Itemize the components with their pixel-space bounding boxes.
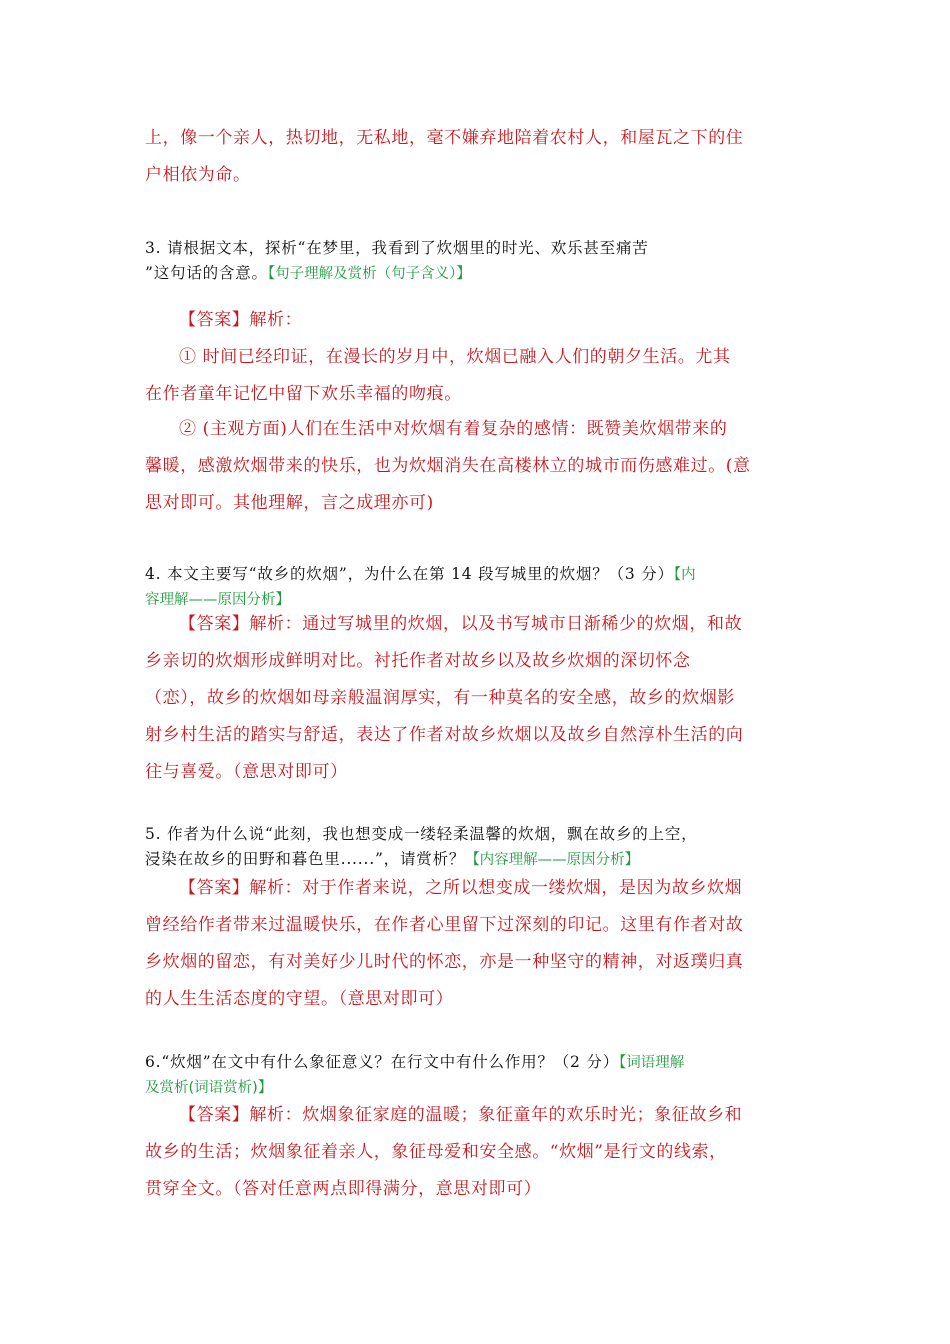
question-6-text: 6.“炊烟”在文中有什么象征意义？在行文中有什么作用？（2 分） <box>145 1053 620 1071</box>
question-4-tag-start: 【内 <box>673 567 696 583</box>
answer-6-line-3: 贯穿全文。（答对任意两点即得满分，意思对即可） <box>145 1179 542 1199</box>
question-5-tag: 【内容理解——原因分析】 <box>465 852 640 868</box>
answer-4-line-2: 乡亲切的炊烟形成鲜明对比。衬托作者对故乡以及故乡炊烟的深切怀念 <box>145 651 691 671</box>
question-6-tag-end: 及赏析(词语赏析)】 <box>145 1080 273 1096</box>
answer-3-point-1 <box>145 339 810 413</box>
answer-4-line-1: 【答案】解析：通过写城里的炊烟，以及书写城市日渐稀少的炊烟，和故 <box>179 614 743 634</box>
answer-4-line-5: 往与喜爱。（意思对即可） <box>145 762 348 782</box>
answer-3-label <box>145 302 810 339</box>
answer-5 <box>145 870 810 1018</box>
question-3-line-1: 3. 请根据文本，探析“在梦里，我看到了炊烟里的时光、欢乐甚至痛苦 <box>145 239 649 257</box>
answer-4 <box>145 606 810 791</box>
answer-3-point-2 <box>145 411 810 522</box>
question-3 <box>145 236 810 287</box>
answer-3-point-1-line-2: 在作者童年记忆中留下欢乐幸福的吻痕。 <box>145 384 462 404</box>
answer-6 <box>145 1097 810 1208</box>
answer-3-point-2-line-3: 思对即可。其他理解，言之成理亦可) <box>145 493 434 513</box>
question-3-line-2 <box>145 261 810 287</box>
answer-5-line-1: 【答案】解析：对于作者来说，之所以想变成一缕炊烟，是因为故乡炊烟 <box>179 878 743 898</box>
question-4-text: 4. 本文主要写“故乡的炊烟”，为什么在第 14 段写城里的炊烟？（3 分） <box>145 565 674 583</box>
question-5 <box>145 822 810 873</box>
intro-paragraph <box>145 120 810 194</box>
answer-5-line-3: 乡炊烟的留恋，有对美好少儿时代的怀恋，亦是一种坚守的精神，对返璞归真 <box>145 952 744 972</box>
answer-5-line-2: 曾经给作者带来过温暖快乐，在作者心里留下过深刻的印记。这里有作者对故 <box>145 915 744 935</box>
question-5-text: 浸染在故乡的田野和暮色里......”，请赏析？ <box>145 850 466 868</box>
question-6-line-1 <box>145 1050 810 1076</box>
question-6-tag-start: 【词语理解 <box>619 1055 685 1071</box>
intro-line-1: 上，像一个亲人，热切地，无私地，毫不嫌弃地陪着农村人，和屋瓦之下的住 <box>145 128 744 148</box>
answer-3-label-text: 【答案】解析： <box>179 310 303 330</box>
question-6 <box>145 1050 810 1101</box>
answer-6-line-2: 故乡的生活；炊烟象征着亲人，象征母爱和安全感。“炊烟”是行文的线索， <box>145 1142 727 1162</box>
question-5-line-1: 5. 作者为什么说“此刻，我也想变成一缕轻柔温馨的炊烟，飘在故乡的上空， <box>145 825 698 843</box>
intro-line-2: 户相依为命。 <box>145 165 251 185</box>
answer-3-point-2-line-1: ② (主观方面)人们在生活中对炊烟有着复杂的感情：既赞美炊烟带来的 <box>179 419 728 439</box>
answer-4-line-4: 射乡村生活的踏实与舒适，表达了作者对故乡炊烟以及故乡自然淳朴生活的向 <box>145 725 744 745</box>
question-3-text: ”这句话的含意。 <box>145 264 268 282</box>
answer-3-point-2-line-2: 馨暖，感激炊烟带来的快乐，也为炊烟消失在高楼林立的城市而伤感难过。(意 <box>145 456 751 476</box>
question-3-tag: 【句子理解及赏析（句子含义）】 <box>267 266 471 282</box>
question-4-tag-end: 容理解——原因分析】 <box>145 592 290 608</box>
answer-5-line-4: 的人生生活态度的守望。（意思对即可） <box>145 989 454 1009</box>
answer-6-line-1: 【答案】解析：炊烟象征家庭的温暖；象征童年的欢乐时光；象征故乡和 <box>179 1105 743 1125</box>
answer-3-point-1-line-1: ① 时间已经印证，在漫长的岁月中，炊烟已融入人们的朝夕生活。尤其 <box>179 347 731 367</box>
question-4-line-1 <box>145 562 810 588</box>
answer-4-line-3: （恋），故乡的炊烟如母亲般温润厚实，有一种莫名的安全感，故乡的炊烟影 <box>145 688 735 708</box>
